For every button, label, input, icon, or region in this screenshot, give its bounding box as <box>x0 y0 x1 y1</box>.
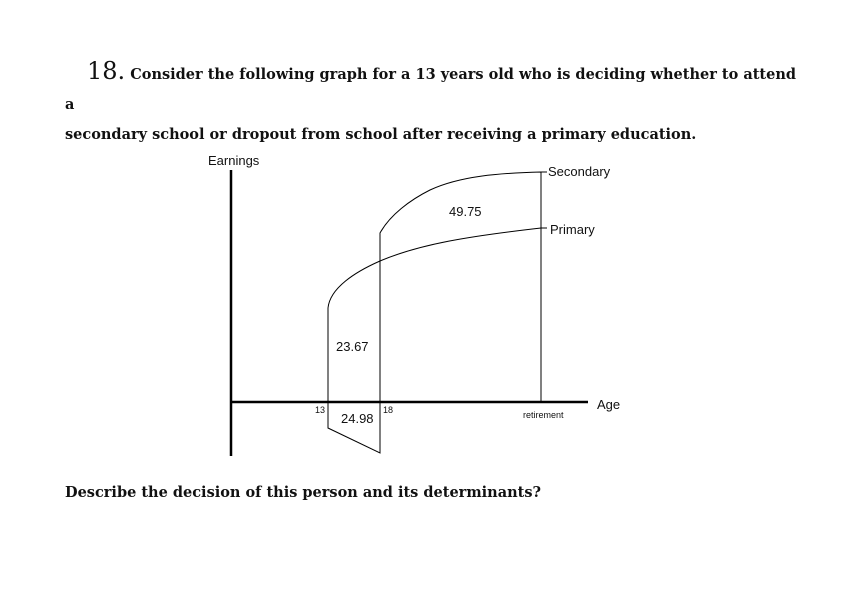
age-13-tick: 13 <box>315 405 326 415</box>
question-prompt: Describe the decision of this person and its determinants? <box>65 484 542 501</box>
benefit-area-value: 49.75 <box>449 204 482 219</box>
retirement-tick: retirement <box>523 410 564 420</box>
age-18-tick: 18 <box>383 405 394 415</box>
secondary-curve-label: Secondary <box>548 164 611 179</box>
direct-cost-value: 24.98 <box>341 411 374 426</box>
question-number: 18. <box>87 57 126 85</box>
primary-curve-label: Primary <box>550 222 595 237</box>
x-axis-label: Age <box>597 397 621 412</box>
question-text-line-1: Consider the following graph for a 13 years old who is deciding whether to attend a <box>65 66 797 113</box>
question-line-2: secondary school or dropout from school after receiving a primary education. <box>65 126 697 143</box>
y-axis-label: Earnings <box>208 153 260 168</box>
direct-cost-area <box>328 402 380 453</box>
forgone-earnings-value: 23.67 <box>336 339 369 354</box>
primary-earnings-curve <box>328 228 541 402</box>
